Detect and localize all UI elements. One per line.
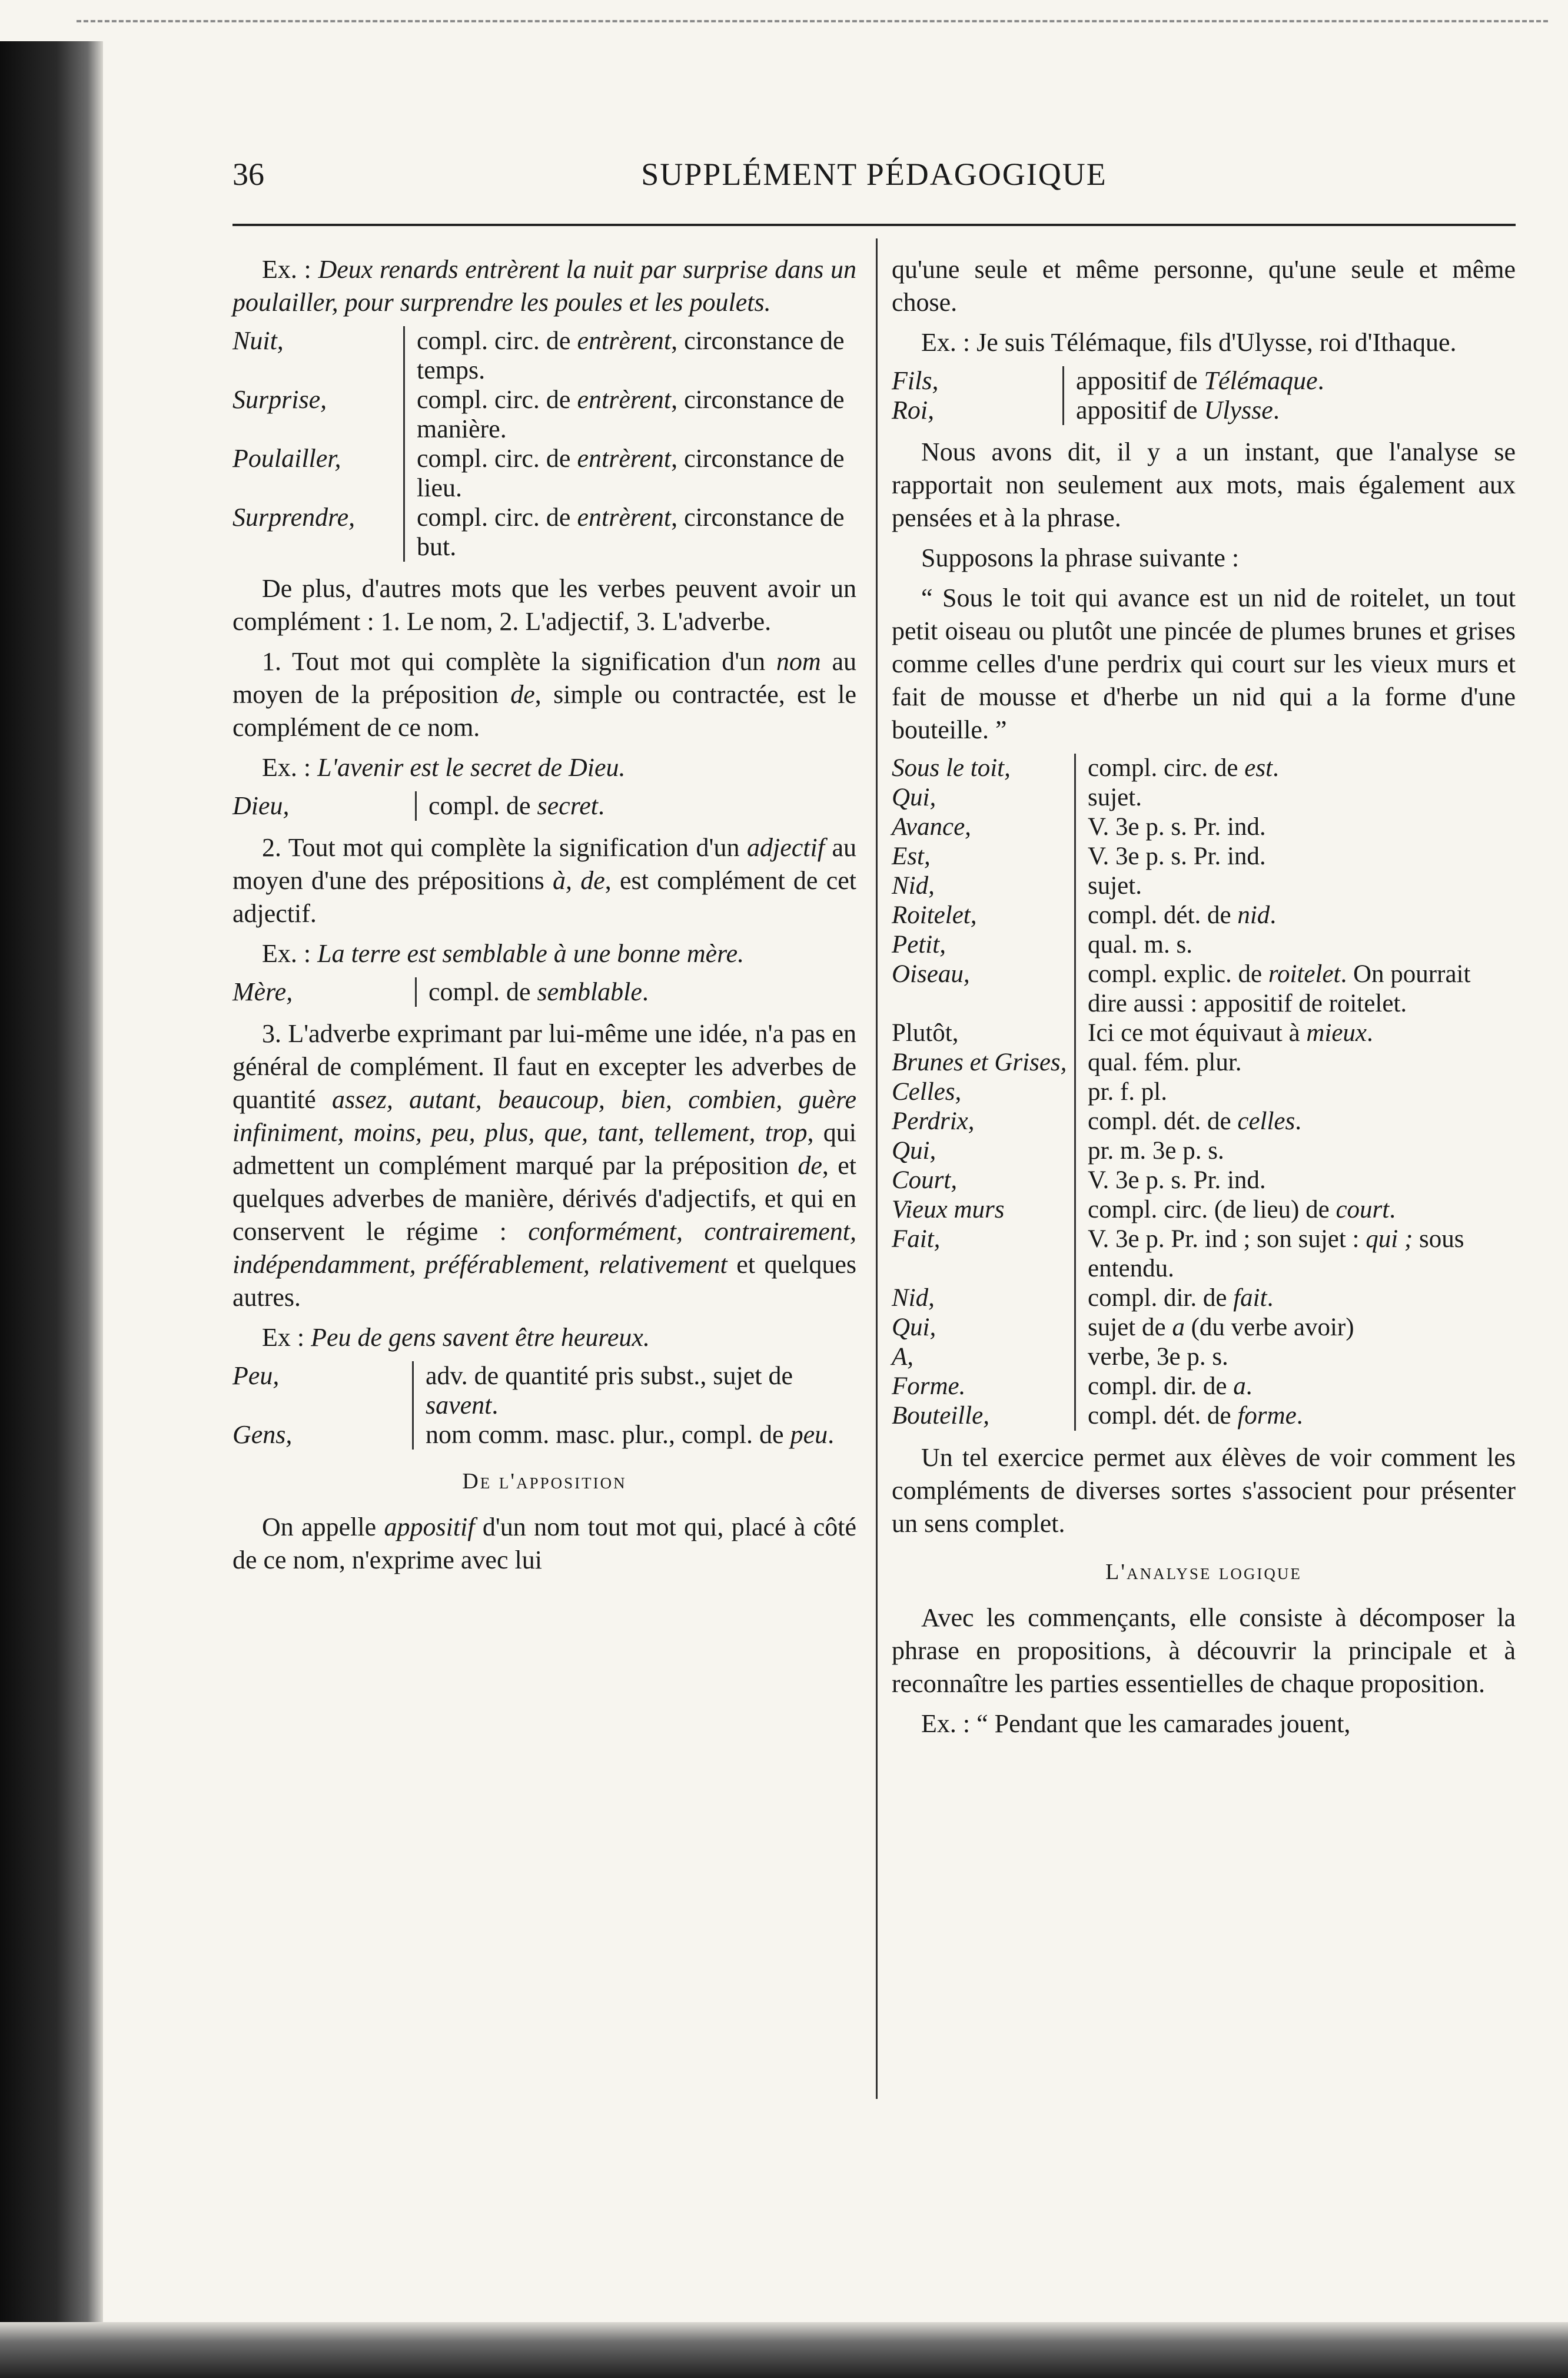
analysis-term: Bouteille,: [892, 1402, 989, 1430]
analysis-description: qual. m. s.: [1074, 930, 1516, 960]
example-2: [232, 751, 856, 784]
analysis-term: Sous le toit,: [892, 754, 1011, 782]
running-title: SUPPLÉMENT PÉDAGOGIQUE: [641, 157, 1107, 192]
column-divider: [876, 238, 878, 2099]
paragraph-apposition: On appelle appositif d'un nom tout mot qui, placé à côté de ce nom, n'exprime avec lui: [232, 1513, 857, 1574]
analysis-term: Gens,: [232, 1420, 293, 1449]
analysis-term: Roitelet,: [892, 901, 977, 929]
quotation: “ Sous le toit qui avance est un nid de roitelet, un tout petit oiseau ou plutôt une pincée de plumes brunes et grises comme celles d'une perdrix qui court sur les vieux murs et fait de mousse et d'herbe un nid qui a la forme d'une bouteille. ”: [892, 583, 1516, 744]
analysis-description: compl. dir. de fait.: [1074, 1283, 1516, 1313]
analysis-term: Qui,: [892, 784, 936, 811]
example-text: La terre est semblable à une bonne mère.: [317, 939, 745, 968]
example-5: [892, 326, 1516, 359]
analysis-term: Fils,: [892, 366, 939, 395]
section-title-analyse-logique: L'analyse logique: [1105, 1560, 1302, 1584]
example-text: Deux renards entrèrent la nuit par surprise dans un poulailler, pour surprendre les poules et les poulets.: [232, 255, 856, 317]
analysis-term: Court,: [892, 1166, 958, 1194]
example-1: [232, 253, 856, 319]
analysis-description: compl. dir. de a.: [1074, 1372, 1516, 1401]
analysis-description: pr. f. pl.: [1074, 1077, 1516, 1107]
header-rule: [232, 224, 1516, 226]
example-label: Ex. :: [262, 255, 311, 284]
analysis-term: Poulailler,: [232, 444, 341, 473]
analysis-term: Petit,: [892, 931, 946, 959]
analysis-description: compl. circ. de est.: [1074, 754, 1516, 783]
paragraph-supposons: Supposons la phrase suivante :: [921, 543, 1240, 572]
analysis-term: Est,: [892, 843, 931, 870]
analysis-term: Fait,: [892, 1225, 941, 1253]
analysis-term: Qui,: [892, 1314, 936, 1341]
analysis-term: Celles,: [892, 1078, 962, 1106]
example-label: Ex :: [262, 1323, 305, 1352]
analysis-term: Perdrix,: [892, 1107, 975, 1135]
analysis-description: compl. dét. de forme.: [1074, 1401, 1516, 1431]
analysis-table-3: [232, 977, 856, 1007]
scan-left-edge: [0, 41, 103, 2378]
analysis-term: Avance,: [892, 813, 971, 841]
analysis-term: Nid,: [892, 1284, 935, 1312]
analysis-table-1: [232, 326, 856, 562]
analysis-description: nom comm. masc. plur., compl. de peu.: [412, 1420, 856, 1450]
paragraph-continuation: qu'une seule et même personne, qu'une seule et même chose.: [892, 255, 1516, 317]
analysis-description: sujet.: [1074, 871, 1516, 901]
analysis-term: Nuit,: [232, 326, 284, 355]
analysis-description: appositif de Télémaque.: [1062, 366, 1516, 396]
analysis-term: Nid,: [892, 872, 935, 900]
analysis-description: pr. m. 3e p. s.: [1074, 1136, 1516, 1166]
analysis-term: Vieux murs: [892, 1196, 1005, 1223]
example-3: [232, 937, 856, 970]
analysis-description: appositif de Ulysse.: [1062, 396, 1516, 425]
analysis-description: compl. de semblable.: [415, 977, 856, 1007]
analysis-table-6: [892, 754, 1516, 1431]
paragraph-rule-2: 2. Tout mot qui complète la signification d'un adjectif au moyen d'une des prépositions à, de, est complément de cet adjectif.: [232, 833, 857, 928]
analysis-description: V. 3e p. s. Pr. ind.: [1074, 812, 1516, 842]
scan-top-rule: [77, 20, 1548, 22]
analysis-term: Roi,: [892, 396, 935, 424]
analysis-description: V. 3e p. Pr. ind ; son sujet : qui ; sous entendu.: [1074, 1225, 1516, 1283]
analysis-term: Qui,: [892, 1137, 936, 1165]
analysis-description: compl. dét. de celles.: [1074, 1107, 1516, 1136]
example-label: Ex. :: [262, 939, 311, 968]
analysis-description: compl. circ. de entrèrent, circonstance de manière.: [403, 385, 856, 444]
paragraph-rule-3: 3. L'adverbe exprimant par lui-même une idée, n'a pas en général de complément. Il faut en excepter les adverbes de quantité assez, autant, beaucoup, bien, combien, guère infiniment, moins, peu, plus, que, tant, tellement, trop, qui admettent un complément marqué par la préposition de, et quelques adverbes de manière, dérivés d'adjectifs, et qui en conservent le régime : conformément, contrairement, indépendamment, préférablement, relativement et quelques autres.: [232, 1019, 856, 1312]
analysis-description: V. 3e p. s. Pr. ind.: [1074, 1166, 1516, 1195]
analysis-term: Peu,: [232, 1361, 280, 1390]
example-6: [892, 1707, 1516, 1740]
page-number: 36: [232, 157, 264, 192]
analysis-term: A,: [892, 1343, 914, 1371]
example-text: Peu de gens savent être heureux.: [311, 1323, 650, 1352]
page-header: [232, 156, 1516, 203]
analysis-description: compl. circ. de entrèrent, circonstance de lieu.: [403, 444, 856, 503]
example-text: Je suis Télémaque, fils d'Ulysse, roi d'Ithaque.: [976, 328, 1457, 357]
analysis-description: Ici ce mot équivaut à mieux.: [1074, 1019, 1516, 1048]
analysis-description: qual. fém. plur.: [1074, 1048, 1516, 1077]
analysis-term: Surprise,: [232, 385, 327, 414]
paragraph-rule-1: 1. Tout mot qui complète la signification d'un nom au moyen de la préposition de, simple ou contractée, est le complément de ce nom.: [232, 647, 856, 742]
analysis-description: sujet de a (du verbe avoir): [1074, 1313, 1516, 1342]
analysis-term: Surprendre,: [232, 503, 356, 532]
example-label: Ex. :: [921, 328, 971, 357]
analysis-description: compl. circ. de entrèrent, circonstance de temps.: [403, 326, 856, 385]
example-4: [232, 1321, 856, 1354]
analysis-term: Oiseau,: [892, 960, 970, 988]
analysis-table-5: [892, 366, 1516, 425]
example-text: “ Pendant que les camarades jouent,: [976, 1709, 1351, 1738]
analysis-description: compl. circ. de entrèrent, circonstance de but.: [403, 503, 856, 562]
analysis-term: Dieu,: [232, 791, 290, 820]
left-column: [232, 253, 856, 1584]
example-label: Ex. :: [262, 753, 311, 782]
scan-bottom-edge: [0, 2322, 1568, 2378]
example-label: Ex. :: [921, 1709, 971, 1738]
analysis-description: compl. dét. de nid.: [1074, 901, 1516, 930]
analysis-table-4: [232, 1361, 856, 1450]
paragraph-avec-les-commencants: Avec les commençants, elle consiste à décomposer la phrase en propositions, à découvrir la principale et à reconnaître les parties essentielles de chaque proposition.: [892, 1603, 1516, 1698]
analysis-description: V. 3e p. s. Pr. ind.: [1074, 842, 1516, 871]
analysis-description: sujet.: [1074, 783, 1516, 812]
analysis-term: Mère,: [232, 977, 293, 1006]
analysis-term: Brunes et Grises,: [892, 1049, 1067, 1076]
analysis-table-2: [232, 791, 856, 821]
analysis-description: adv. de quantité pris subst., sujet de savent.: [412, 1361, 856, 1420]
right-column: [892, 253, 1516, 1747]
analysis-description: verbe, 3e p. s.: [1074, 1342, 1516, 1372]
paragraph-exercice: Un tel exercice permet aux élèves de voir comment les compléments de diverses sortes s'associent pour présenter un sens complet.: [892, 1443, 1516, 1538]
paragraph-de-plus: De plus, d'autres mots que les verbes peuvent avoir un complément : 1. Le nom, 2. L'adjectif, 3. L'adverbe.: [232, 574, 856, 636]
analysis-description: compl. explic. de roitelet. On pourrait dire aussi : appositif de roitelet.: [1074, 960, 1516, 1019]
analysis-description: compl. circ. (de lieu) de court.: [1074, 1195, 1516, 1225]
paragraph-nous-avons-dit: Nous avons dit, il y a un instant, que l'analyse se rapportait non seulement aux mots, mais également aux pensées et à la phrase.: [892, 437, 1516, 532]
analysis-term: Plutôt,: [892, 1019, 959, 1047]
analysis-term: Forme.: [892, 1372, 966, 1400]
example-text: L'avenir est le secret de Dieu.: [317, 753, 626, 782]
section-title-apposition: De l'apposition: [462, 1469, 627, 1494]
analysis-description: compl. de secret.: [415, 791, 856, 821]
